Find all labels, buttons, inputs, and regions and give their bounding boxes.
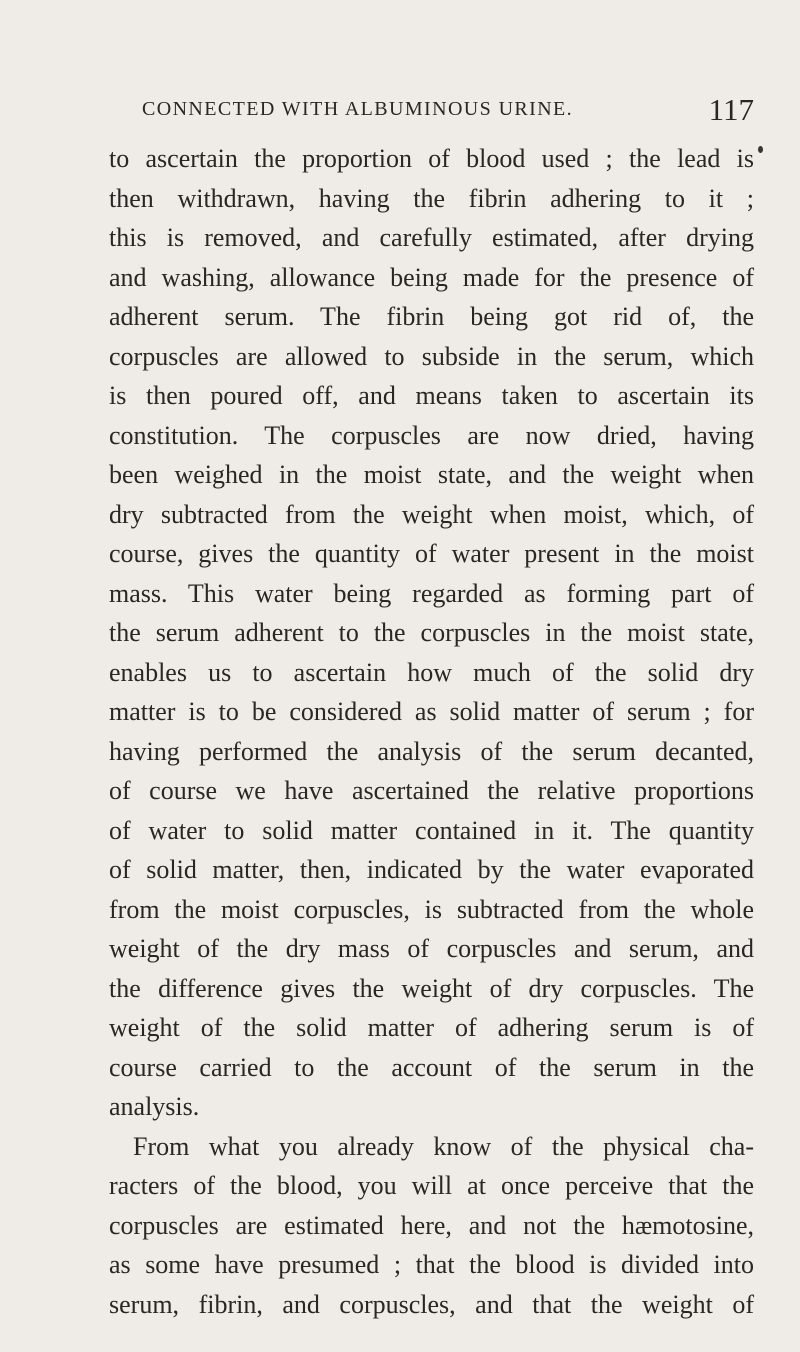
- text-line: of solid matter, then, indicated by the water evaporated: [109, 855, 754, 884]
- text-line: course, gives the quantity of water present in the moist: [109, 539, 754, 568]
- text-line: from the moist corpuscles, is subtracted from the whole: [109, 894, 754, 924]
- page-number: 117: [708, 92, 754, 127]
- running-head: [130, 92, 754, 132]
- text-line: adherent serum. The fibrin being got rid of, the: [109, 302, 754, 331]
- text-line: dry subtracted from the weight when moist, which, of: [109, 499, 754, 529]
- text-line: course carried to the account of the serum in the: [109, 1052, 754, 1082]
- text-line: this is removed, and carefully estimated, after drying: [109, 223, 754, 252]
- text-line: of water to solid matter contained in it. The quantity: [109, 815, 754, 845]
- running-title: CONNECTED WITH ALBUMINOUS URINE.: [142, 98, 574, 120]
- text-line: weight of the solid matter of adhering serum is of: [109, 1013, 754, 1042]
- text-line: the serum adherent to the corpuscles in the moist state,: [109, 618, 754, 647]
- text-line: is then poured off, and means taken to ascertain its: [109, 381, 754, 410]
- text-line: matter is to be considered as solid matter of serum ; for: [109, 697, 754, 726]
- text-line: corpuscles are estimated here, and not the hæmotosine,: [109, 1210, 754, 1240]
- text-line: been weighed in the moist state, and the weight when: [109, 460, 754, 489]
- text-line: then withdrawn, having the fibrin adhering to it ;: [109, 183, 754, 213]
- body-text: [109, 139, 754, 1324]
- text-line: racters of the blood, you will at once perceive that the: [109, 1171, 754, 1200]
- text-line: of course we have ascertained the relative proportions: [109, 776, 754, 805]
- text-line: weight of the dry mass of corpuscles and serum, and: [109, 934, 754, 963]
- text-line: and washing, allowance being made for the presence of: [109, 262, 754, 292]
- text-line: constitution. The corpuscles are now dried, having: [109, 420, 754, 450]
- text-line: the difference gives the weight of dry corpuscles. The: [109, 973, 754, 1003]
- text-line: as some have presumed ; that the blood is divided into: [109, 1250, 754, 1279]
- text-line: mass. This water being regarded as forming part of: [109, 578, 754, 608]
- text-line: having performed the analysis of the serum decanted,: [109, 736, 754, 766]
- text-line: serum, fibrin, and corpuscles, and that the weight of: [109, 1289, 754, 1319]
- paragraph-start-line: From what you already know of the physical cha-: [133, 1131, 754, 1161]
- text-line: corpuscles are allowed to subside in the serum, which: [109, 341, 754, 371]
- text-line: enables us to ascertain how much of the solid dry: [109, 657, 754, 687]
- paragraph-end-line: analysis.: [109, 1092, 200, 1121]
- ink-mark: [758, 146, 763, 153]
- text-line: to ascertain the proportion of blood used ; the lead is: [109, 144, 754, 173]
